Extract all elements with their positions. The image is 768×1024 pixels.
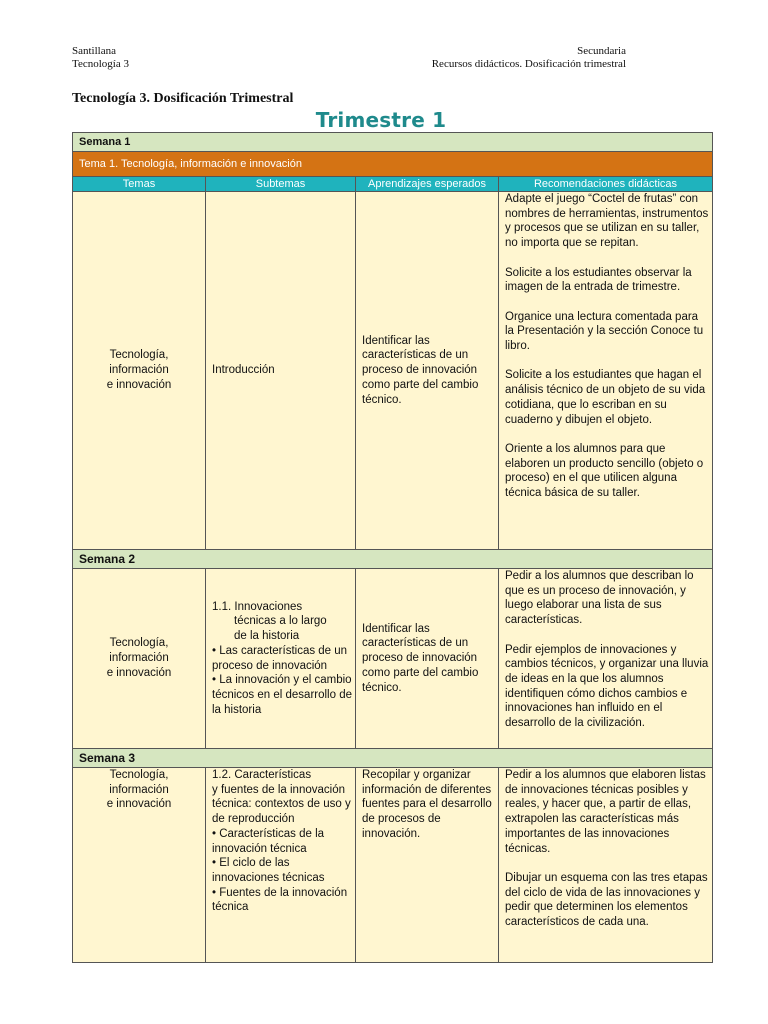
table-row bbox=[73, 192, 713, 550]
week-row bbox=[73, 133, 713, 152]
tema-label: Tema 1. Tecnología, información e innovación bbox=[73, 152, 713, 177]
recommendation: Adapte el juego “Coctel de frutas” con nombres de herramientas, instrumentos y procesos que se utilizan en su taller, no importa que se repitan. bbox=[505, 193, 709, 250]
tema-line: Tecnología, bbox=[109, 349, 169, 362]
week-3-label: Semana 3 bbox=[73, 749, 713, 768]
subtema-bullet: • Características de la innovación técnica bbox=[212, 827, 325, 855]
tema-line: e innovación bbox=[106, 378, 172, 391]
subtema-bullet: • El ciclo de las innovaciones técnicas bbox=[212, 857, 325, 884]
subtema-title: técnicas a lo largo bbox=[234, 615, 327, 628]
recommendation: Organice una lectura comentada para la Presentación y la sección Conoce tu libro. bbox=[505, 310, 704, 352]
recommendation: Pedir a los alumnos que describan lo que es un proceso de innovación, y luego elaborar una lista de sus características. bbox=[505, 570, 694, 627]
col-header-aprendizajes: Aprendizajes esperados bbox=[356, 177, 499, 192]
subtema-cell: Introducción bbox=[206, 192, 356, 550]
recommendation: Dibujar un esquema con las tres etapas del ciclo de vida de las innovaciones y pedir que determinen los elementos característicos de cada una. bbox=[505, 871, 708, 929]
resource-type: Recursos didácticos. Dosificación trimestral bbox=[431, 58, 626, 70]
col-header-subtemas: Subtemas bbox=[206, 177, 356, 192]
week-1-label: Semana 1 bbox=[73, 133, 713, 152]
recomendaciones-cell bbox=[499, 569, 713, 749]
page-header-right bbox=[432, 45, 626, 71]
document-title: Tecnología 3. Dosificación Trimestral bbox=[72, 91, 294, 106]
recommendation: Pedir ejemplos de innovaciones y cambios técnicos, y organizar una lluvia de ideas en la que los alumnos identifiquen cómo dichos cambios e innovaciones han influido en el desarrollo de la civilización. bbox=[505, 643, 709, 730]
recommendation: Pedir a los alumnos que elaboren listas de innovaciones técnicas posibles y reales, y hacer que, a partir de ellas, extrapolen las características más importantes de las innovaciones técnicas. bbox=[505, 769, 706, 855]
tema-line: e innovación bbox=[106, 798, 172, 811]
tema-line: Tecnología, bbox=[109, 769, 169, 781]
recomendaciones-cell bbox=[499, 192, 713, 550]
level-name: Secundaria bbox=[577, 45, 626, 57]
aprendizaje-cell: Identificar las características de un proceso de innovación como parte del cambio técnico. bbox=[356, 192, 499, 550]
tema-line: información bbox=[109, 652, 169, 665]
col-header-temas: Temas bbox=[73, 177, 206, 192]
dosage-table bbox=[72, 132, 713, 963]
subtema-title: 1.2. Características bbox=[212, 769, 312, 781]
publisher-name: Santillana bbox=[72, 45, 116, 57]
course-name: Tecnología 3 bbox=[72, 58, 129, 70]
recommendation: Solicite a los estudiantes que hagan el análisis técnico de un objeto de su vida cotidiana, que lo escriban en su cuaderno y dibujen el objeto. bbox=[505, 369, 706, 426]
table-row bbox=[73, 768, 713, 963]
tema-line: e innovación bbox=[106, 666, 172, 679]
tema-cell bbox=[73, 569, 206, 749]
subtema-cell bbox=[206, 768, 356, 963]
recommendation: Oriente a los alumnos para que elaboren un producto sencillo (objeto o proceso) en el que utilicen alguna técnica básica de su taller. bbox=[505, 442, 704, 499]
subtema-cell bbox=[206, 569, 356, 749]
tema-cell bbox=[73, 192, 206, 550]
page-header-left bbox=[72, 45, 129, 71]
subtema-title: 1.1. Innovaciones bbox=[212, 600, 303, 613]
col-header-recomendaciones: Recomendaciones didácticas bbox=[499, 177, 713, 192]
subtema-bullet: • Fuentes de la innovación técnica bbox=[212, 886, 348, 914]
trimester-title: Trimestre 1 bbox=[315, 108, 447, 132]
subtema-title: y fuentes de la innovación técnica: contextos de uso y de reproducción bbox=[212, 783, 351, 826]
tema-cell bbox=[73, 768, 206, 963]
subtema-bullet: • La innovación y el cambio técnicos en el desarrollo de la historia bbox=[212, 674, 352, 716]
tema-row bbox=[73, 152, 713, 177]
subtema-title: de la historia bbox=[234, 630, 300, 643]
tema-line: Tecnología, bbox=[109, 637, 169, 650]
tema-line: información bbox=[109, 364, 169, 377]
tema-line: información bbox=[109, 783, 169, 796]
recomendaciones-cell bbox=[499, 768, 713, 963]
aprendizaje-cell: Recopilar y organizar información de diferentes fuentes para el desarrollo de procesos de innovación. bbox=[356, 768, 499, 963]
week-row bbox=[73, 550, 713, 569]
recommendation: Solicite a los estudiantes observar la imagen de la entrada de trimestre. bbox=[505, 266, 692, 294]
aprendizaje-cell: Identificar las características de un proceso de innovación como parte del cambio técnico. bbox=[356, 569, 499, 749]
subtema-bullet: • Las características de un proceso de innovación bbox=[212, 644, 348, 672]
week-row bbox=[73, 749, 713, 768]
week-2-label: Semana 2 bbox=[73, 550, 713, 569]
column-header-row bbox=[73, 177, 713, 192]
table-row bbox=[73, 569, 713, 749]
